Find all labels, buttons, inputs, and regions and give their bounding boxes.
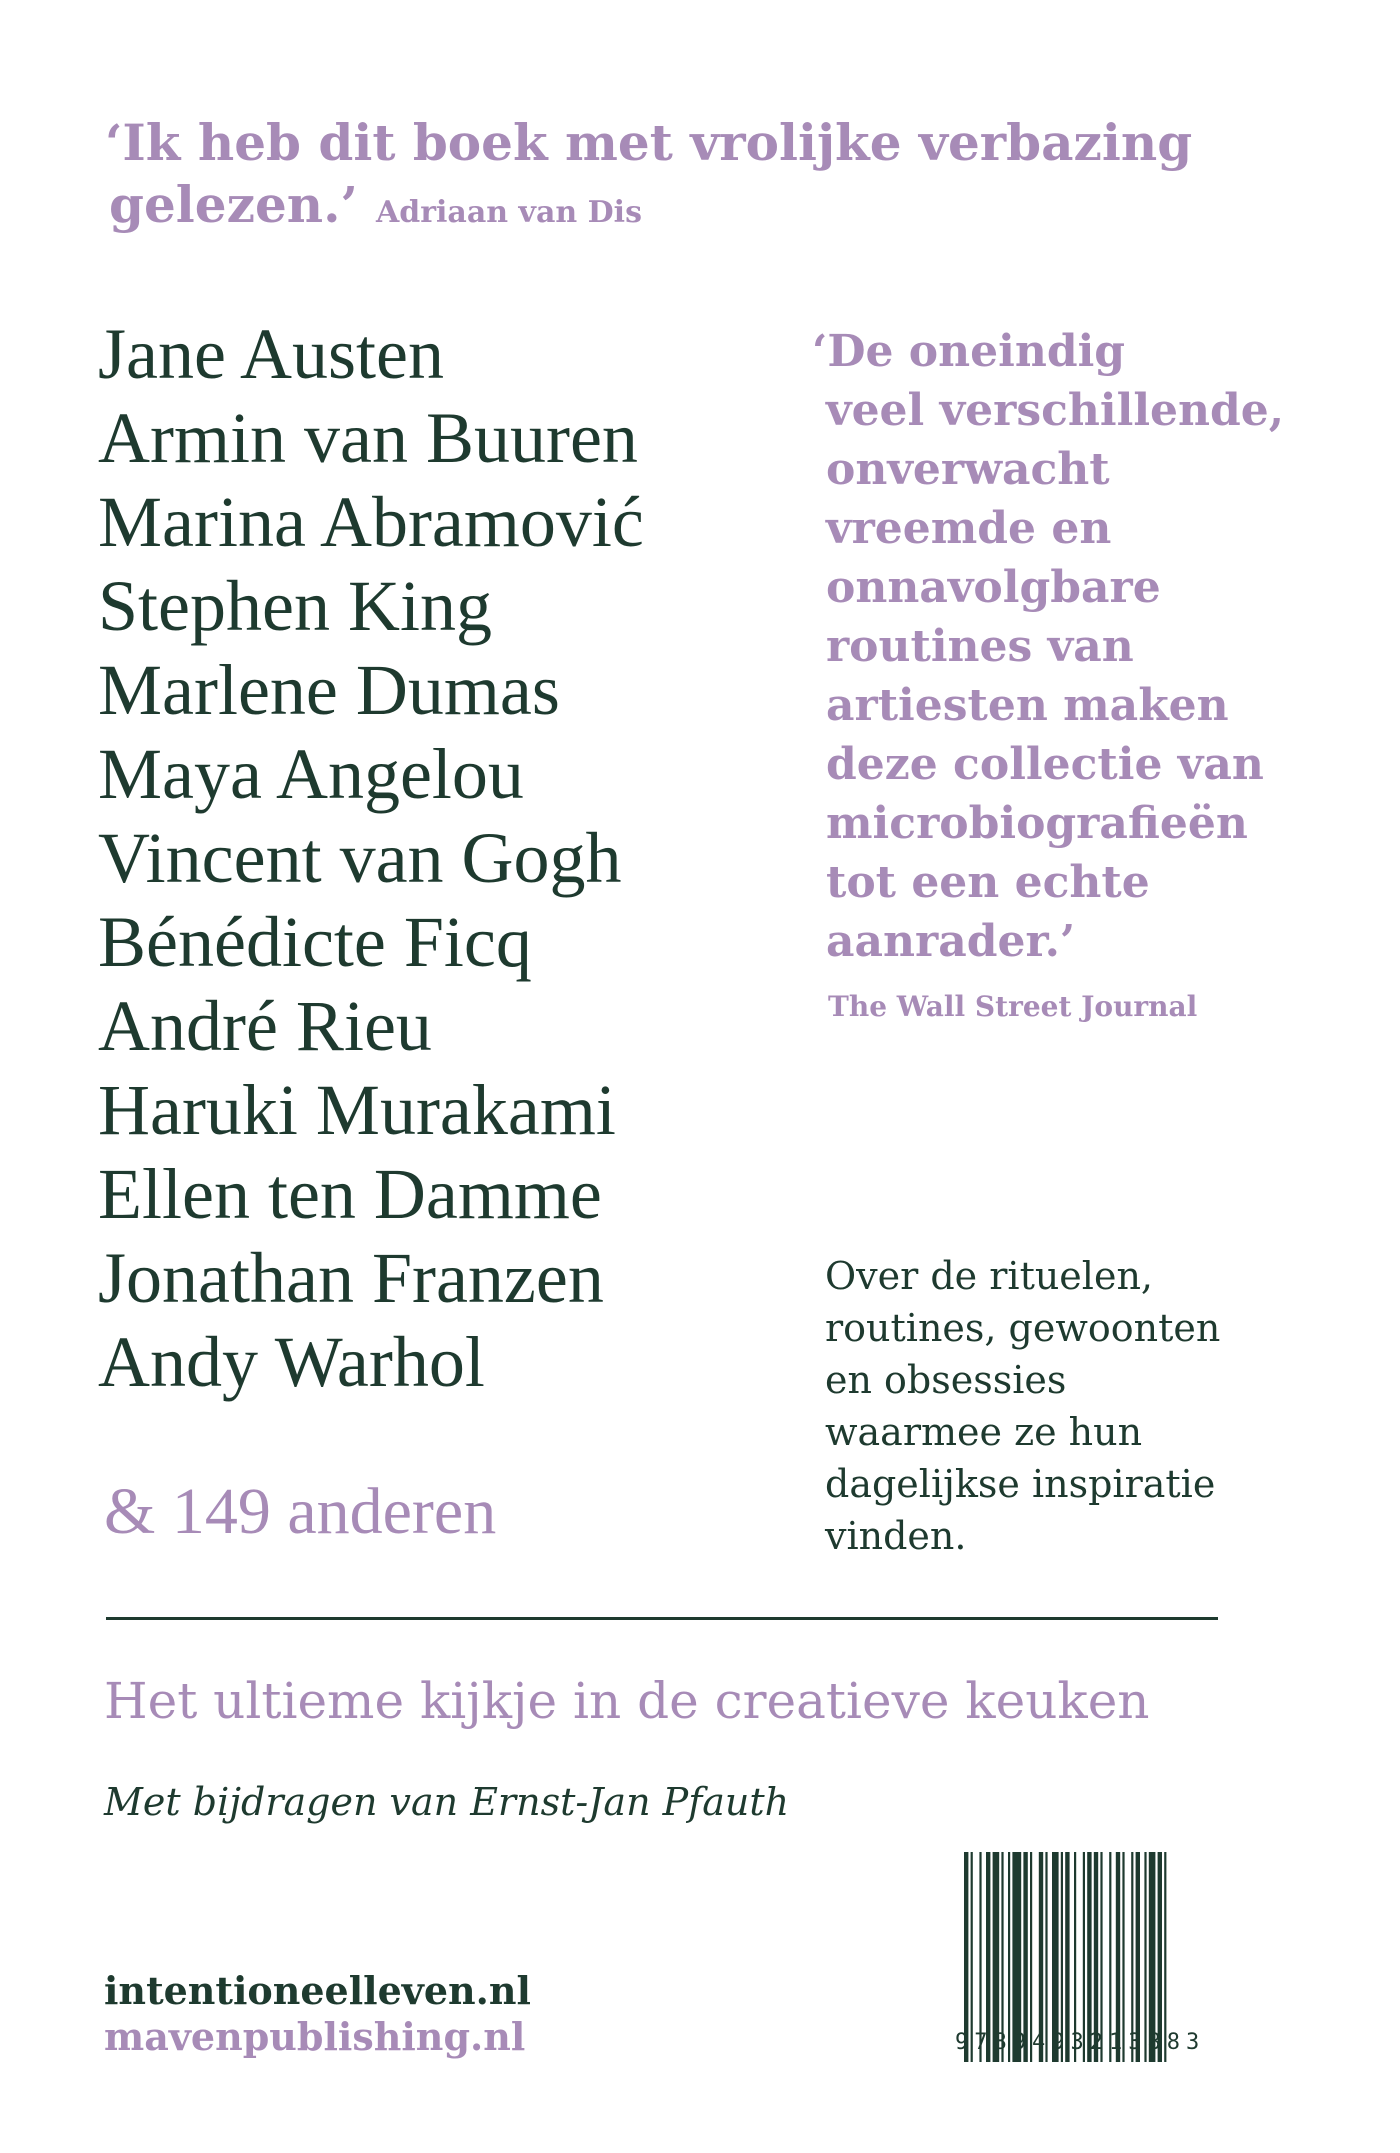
name-item: Ellen ten Damme: [98, 1154, 602, 1234]
name-item: Armin van Buuren: [98, 398, 638, 478]
wsj-quote-line: deze collectie van: [826, 739, 1264, 790]
website-link-primary[interactable]: intentioneelleven.nl: [104, 1968, 531, 2013]
wsj-quote-line: veel verschillende,: [826, 385, 1285, 436]
top-quote-line1: ‘Ik heb dit boek met vrolijke verbazing: [105, 113, 1193, 172]
description-line: routines, gewoonten: [825, 1306, 1221, 1350]
name-item: Marlene Dumas: [98, 650, 560, 730]
description-line: vinden.: [825, 1514, 967, 1558]
wsj-quote-line: aanrader.’: [826, 916, 1076, 967]
name-item: Vincent van Gogh: [98, 818, 622, 898]
name-item: Andy Warhol: [98, 1322, 485, 1402]
name-item: Haruki Murakami: [98, 1070, 616, 1150]
name-item: Bénédicte Ficq: [98, 902, 532, 982]
website-link-secondary[interactable]: mavenpublishing.nl: [104, 2014, 526, 2059]
wsj-quote-line: ‘De oneindig: [812, 326, 1126, 377]
name-item: Marina Abramović: [98, 482, 644, 562]
top-quote-attribution: Adriaan van Dis: [375, 195, 642, 230]
names-list: [98, 312, 818, 1404]
description-line: waarmee ze hun: [825, 1410, 1143, 1454]
name-item: André Rieu: [98, 986, 432, 1066]
divider: [106, 1617, 1218, 1620]
wsj-quote-line: tot een echte: [826, 857, 1150, 908]
description-line: en obsessies: [825, 1358, 1067, 1402]
name-item: Maya Angelou: [98, 734, 524, 814]
wsj-quote-line: artiesten maken: [826, 680, 1229, 731]
description-line: Over de rituelen,: [825, 1254, 1153, 1298]
top-quote-line2: [105, 174, 1305, 244]
wsj-quote-line: microbiografieën: [826, 798, 1248, 849]
wsj-quote-line: vreemde en: [826, 503, 1112, 554]
wsj-quote: [812, 322, 1312, 971]
wsj-quote-line: onverwacht: [826, 444, 1110, 495]
top-quote-line2-text: gelezen.’: [109, 175, 358, 234]
description: [825, 1250, 1305, 1562]
wsj-quote-line: onnavolgbare: [826, 562, 1161, 613]
wsj-attribution: The Wall Street Journal: [828, 990, 1198, 1023]
others-count: & 149 anderen: [104, 1475, 497, 1548]
tagline: Het ultieme kijkje in de creatieve keuken: [104, 1672, 1150, 1730]
wsj-quote-line: routines van: [826, 621, 1134, 672]
name-item: Stephen King: [98, 566, 492, 646]
name-item: Jonathan Franzen: [98, 1238, 604, 1318]
top-quote: [105, 112, 1305, 244]
description-line: dagelijkse inspiratie: [825, 1462, 1216, 1506]
contributors-credit: Met bijdragen van Ernst-Jan Pfauth: [104, 1780, 790, 1824]
barcode-number: 9789493213883: [955, 2030, 1206, 2055]
name-item: Jane Austen: [98, 314, 444, 394]
